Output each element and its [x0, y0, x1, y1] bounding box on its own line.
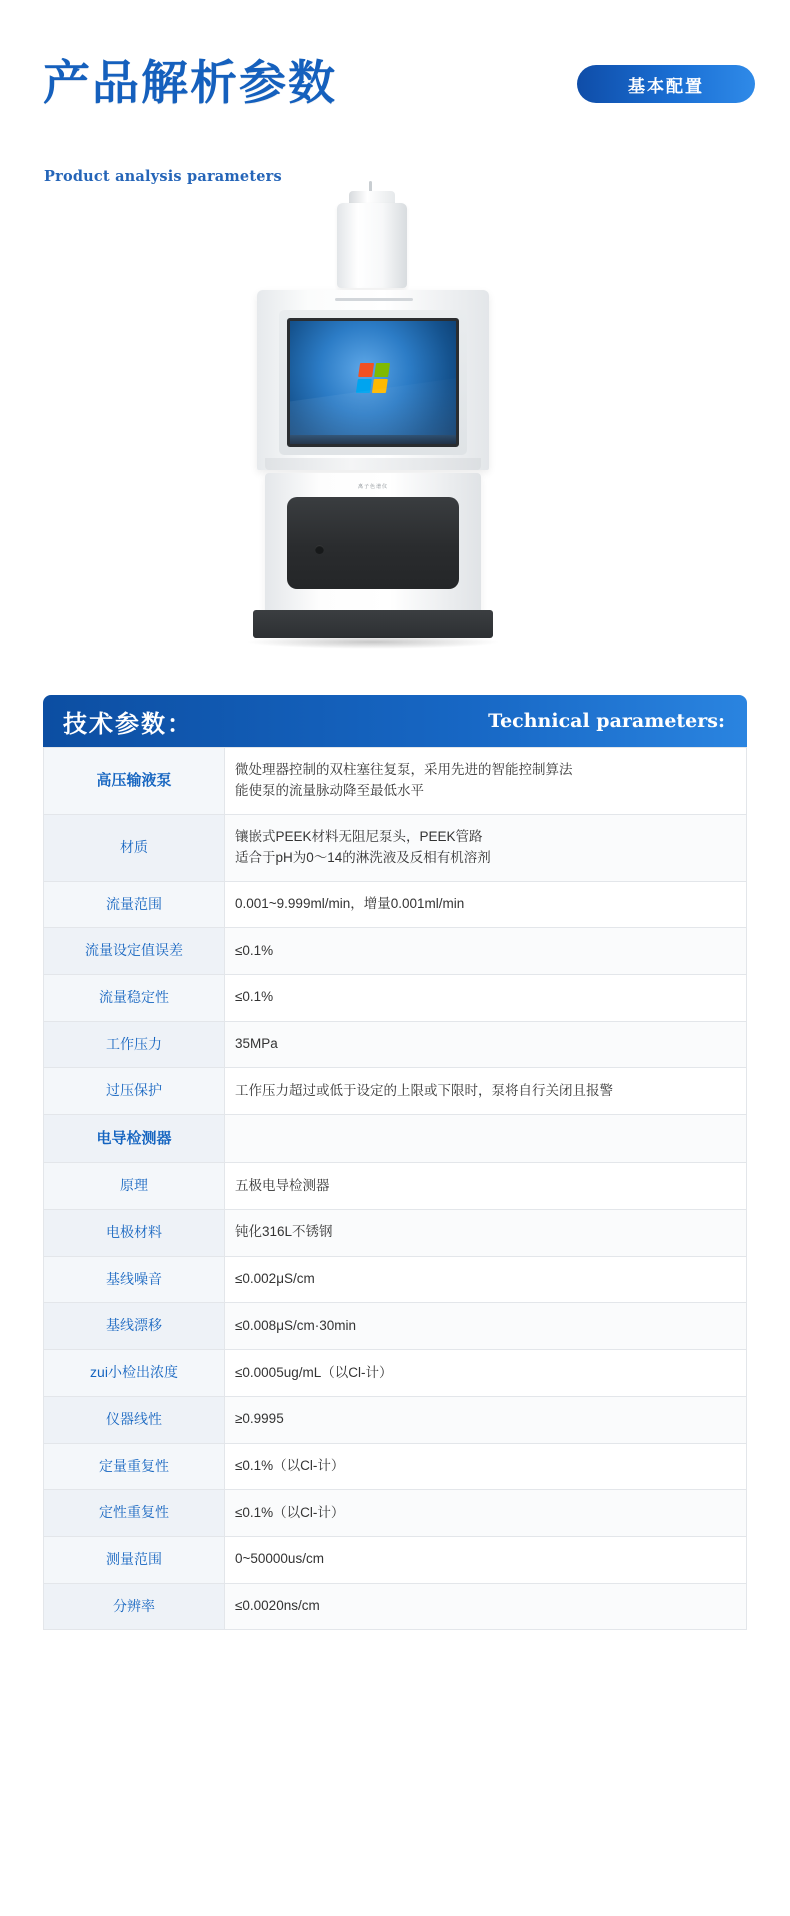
spec-table-container [43, 695, 747, 1630]
windows-logo-icon [356, 363, 390, 393]
table-row [44, 814, 747, 881]
spec-value-cell [225, 928, 747, 975]
spec-label-cell: zui小检出浓度 [44, 1350, 225, 1397]
spec-label-cell: 流量范围 [44, 881, 225, 928]
spec-label-cell: 流量设定值误差 [44, 928, 225, 975]
instrument-door [287, 497, 459, 589]
spec-value-line: 工作压力超过或低于设定的上限或下限时，泵将自行关闭且报警 [235, 1082, 613, 1098]
spec-value-line: ≤0.002μS/cm [235, 1271, 315, 1287]
spec-value-line: 钝化316L不锈钢 [235, 1224, 333, 1240]
table-row [44, 1443, 747, 1490]
monitor-bezel [279, 310, 467, 455]
spec-value-cell [225, 1115, 747, 1163]
spec-value-line: ≤0.008μS/cm·30min [235, 1317, 356, 1333]
upper-slot [335, 298, 413, 301]
lower-unit [265, 473, 481, 615]
spec-value-cell [225, 1256, 747, 1303]
eluent-bottle [337, 203, 407, 288]
spec-label-cell: 分辨率 [44, 1583, 225, 1630]
spec-value-line: 适合于pH为0～14的淋洗液及反相有机溶剂 [235, 849, 491, 865]
spec-value-cell [225, 1068, 747, 1115]
spec-label-cell: 基线漂移 [44, 1303, 225, 1350]
spec-label-cell: 基线噪音 [44, 1256, 225, 1303]
table-row [44, 1068, 747, 1115]
spec-value-cell [225, 1163, 747, 1210]
spec-value-line: ≤0.1% [235, 942, 274, 958]
spec-label-cell: 流量稳定性 [44, 975, 225, 1022]
table-row [44, 1021, 747, 1068]
spec-value-cell [225, 1443, 747, 1490]
table-row [44, 1396, 747, 1443]
table-row [44, 975, 747, 1022]
table-row [44, 1303, 747, 1350]
spec-label-cell: 定量重复性 [44, 1443, 225, 1490]
spec-value-cell [225, 881, 747, 928]
spec-label-cell: 原理 [44, 1163, 225, 1210]
product-image [0, 185, 790, 685]
spec-value-line: 镶嵌式PEEK材料无阻尼泵头，PEEK管路 [235, 828, 483, 844]
spec-table-title-cn: 技术参数： [63, 709, 193, 738]
spec-value-line: ≥0.9995 [235, 1411, 284, 1427]
page-header [0, 0, 790, 185]
table-row [44, 1115, 747, 1163]
spec-value-cell [225, 1350, 747, 1397]
device-brand-label: 离子色谱仪 [357, 484, 389, 490]
spec-value-line: ≤0.1% [235, 989, 274, 1005]
spec-value-cell [225, 1490, 747, 1537]
spec-value-line: 0.001~9.999ml/min，增量0.001ml/min [235, 896, 465, 912]
drop-shadow [245, 635, 501, 649]
status-badge: 基本配置 [577, 65, 755, 103]
spec-label-cell: 高压输液泵 [44, 748, 225, 815]
spec-value-line: 0~50000us/cm [235, 1551, 324, 1567]
spec-label-cell: 电导检测器 [44, 1115, 225, 1163]
table-row [44, 1210, 747, 1257]
spec-label-cell: 仪器线性 [44, 1396, 225, 1443]
spec-table-header [43, 695, 747, 747]
spec-label-cell: 电极材料 [44, 1210, 225, 1257]
monitor-screen [287, 318, 459, 447]
spec-value-cell [225, 1536, 747, 1583]
spec-value-cell [225, 1583, 747, 1630]
spec-value-line: ≤0.1%（以Cl-计） [235, 1457, 345, 1473]
spec-value-cell [225, 975, 747, 1022]
upper-base [265, 458, 481, 470]
upper-unit [257, 290, 489, 470]
spec-value-cell [225, 1021, 747, 1068]
spec-label-cell: 工作压力 [44, 1021, 225, 1068]
spec-value-line: ≤0.1%（以Cl-计） [235, 1504, 345, 1520]
spec-table-title-en: Technical parameters: [488, 710, 725, 732]
spec-label-cell: 测量范围 [44, 1536, 225, 1583]
table-row [44, 928, 747, 975]
table-row [44, 881, 747, 928]
spec-value-cell [225, 748, 747, 815]
spec-label-cell: 材质 [44, 814, 225, 881]
screen-taskbar [290, 435, 456, 444]
spec-table [43, 747, 747, 1630]
spec-value-line: 35MPa [235, 1036, 278, 1052]
door-knob-icon [315, 545, 324, 554]
table-row [44, 1536, 747, 1583]
table-row [44, 748, 747, 815]
table-row [44, 1163, 747, 1210]
spec-value-line: 五极电导检测器 [235, 1177, 330, 1193]
spec-label-cell: 定性重复性 [44, 1490, 225, 1537]
table-row [44, 1583, 747, 1630]
spec-value-line: 能使泵的流量脉动降至最低水平 [235, 782, 424, 798]
spec-value-line: ≤0.0005ug/mL（以Cl-计） [235, 1364, 393, 1380]
spec-value-cell [225, 1396, 747, 1443]
table-row [44, 1256, 747, 1303]
page-title: 产品解析参数 [43, 56, 337, 111]
spec-value-cell [225, 814, 747, 881]
spec-label-cell: 过压保护 [44, 1068, 225, 1115]
table-row [44, 1350, 747, 1397]
spec-value-cell [225, 1303, 747, 1350]
spec-value-cell [225, 1210, 747, 1257]
spec-value-line: ≤0.0020ns/cm [235, 1597, 320, 1613]
table-row [44, 1490, 747, 1537]
base-plinth [253, 610, 493, 638]
page-subtitle: Product analysis parameters [44, 168, 282, 185]
spec-value-line: 微处理器控制的双柱塞往复泵，采用先进的智能控制算法 [235, 762, 573, 777]
